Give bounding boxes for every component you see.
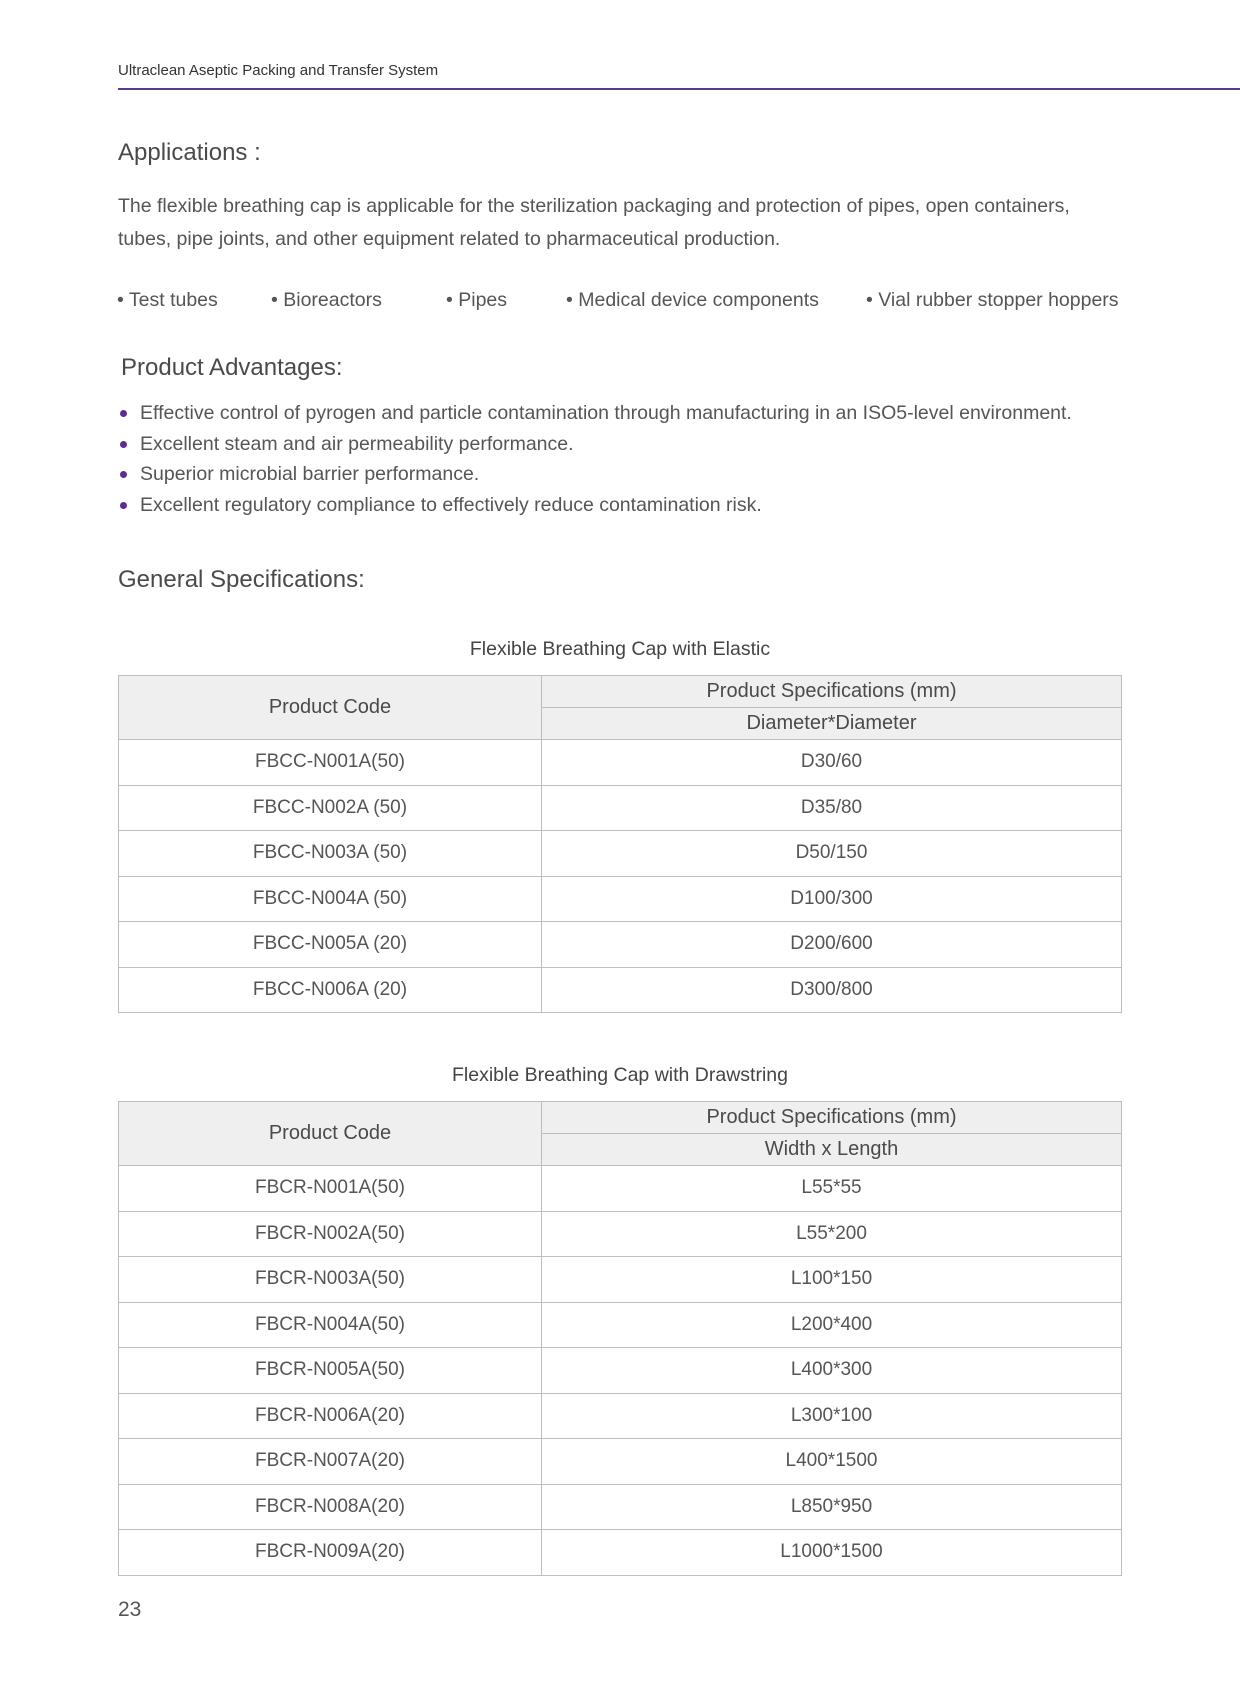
advantage-item: Excellent steam and air permeability performance. <box>118 429 1072 460</box>
applications-list <box>0 289 1240 317</box>
product-code-cell: FBCR-N008A(20) <box>119 1484 542 1530</box>
application-item: • Test tubes <box>117 289 218 311</box>
spec-cell: L400*1500 <box>542 1439 1122 1485</box>
spec-cell: L1000*1500 <box>542 1530 1122 1576</box>
applications-paragraph: The flexible breathing cap is applicable for the sterilization packaging and protection of pipes, open containers, tubes, pipe joints, and other equipment related to pharmaceutical production. <box>118 195 1070 250</box>
product-code-cell: FBCR-N003A(50) <box>119 1257 542 1303</box>
spec-cell: L55*200 <box>542 1211 1122 1257</box>
bullet-icon <box>120 410 127 417</box>
spec-cell: L200*400 <box>542 1302 1122 1348</box>
table-row <box>119 740 1122 786</box>
table-row <box>119 1211 1122 1257</box>
advantages-list <box>118 398 1072 520</box>
product-code-cell: FBCC-N006A (20) <box>119 967 542 1013</box>
column-subheader-dimensions: Width x Length <box>542 1134 1122 1166</box>
running-header-title: Ultraclean Aseptic Packing and Transfer System <box>118 62 439 79</box>
drawstring-table-title: Flexible Breathing Cap with Drawstring <box>452 1064 788 1086</box>
advantages-heading: Product Advantages: <box>121 354 343 381</box>
table-row <box>119 1348 1122 1394</box>
specifications-heading: General Specifications: <box>118 566 365 593</box>
spec-cell: D200/600 <box>542 922 1122 968</box>
elastic-spec-table <box>118 675 1122 1013</box>
application-item: • Medical device components <box>566 289 819 311</box>
column-header-specifications: Product Specifications (mm) <box>542 1102 1122 1134</box>
application-item: • Bioreactors <box>271 289 382 311</box>
spec-cell: D50/150 <box>542 831 1122 877</box>
header-rule <box>118 88 1240 90</box>
table-row <box>119 922 1122 968</box>
column-header-product-code: Product Code <box>119 676 542 740</box>
drawstring-spec-table <box>118 1101 1122 1576</box>
product-code-cell: FBCC-N001A(50) <box>119 740 542 786</box>
product-code-cell: FBCC-N005A (20) <box>119 922 542 968</box>
product-code-cell: FBCR-N005A(50) <box>119 1348 542 1394</box>
application-item: • Pipes <box>446 289 508 311</box>
applications-heading: Applications : <box>118 139 261 166</box>
column-subheader-dimensions: Diameter*Diameter <box>542 708 1122 740</box>
page-number: 23 <box>118 1598 142 1621</box>
spec-cell: D35/80 <box>542 785 1122 831</box>
table-row <box>119 1484 1122 1530</box>
bullet-icon <box>120 441 127 448</box>
table-row <box>119 1302 1122 1348</box>
product-code-cell: FBCC-N003A (50) <box>119 831 542 877</box>
spec-cell: L850*950 <box>542 1484 1122 1530</box>
table-row <box>119 785 1122 831</box>
product-code-cell: FBCC-N004A (50) <box>119 876 542 922</box>
column-header-product-code: Product Code <box>119 1102 542 1166</box>
elastic-table-title: Flexible Breathing Cap with Elastic <box>469 638 771 660</box>
spec-cell: D100/300 <box>542 876 1122 922</box>
table-row <box>119 1530 1122 1576</box>
product-code-cell: FBCR-N001A(50) <box>119 1166 542 1212</box>
table-row <box>119 876 1122 922</box>
table-row <box>119 1393 1122 1439</box>
bullet-icon <box>120 502 127 509</box>
spec-cell: L300*100 <box>542 1393 1122 1439</box>
product-code-cell: FBCR-N009A(20) <box>119 1530 542 1576</box>
product-code-cell: FBCR-N004A(50) <box>119 1302 542 1348</box>
table-row <box>119 1257 1122 1303</box>
advantage-item: Effective control of pyrogen and particle contamination through manufacturing in an ISO5-level environment. <box>118 398 1072 429</box>
spec-cell: D30/60 <box>542 740 1122 786</box>
table-row <box>119 831 1122 877</box>
product-code-cell: FBCR-N007A(20) <box>119 1439 542 1485</box>
bullet-icon <box>120 471 127 478</box>
advantage-item: Superior microbial barrier performance. <box>118 459 1072 490</box>
product-code-cell: FBCR-N002A(50) <box>119 1211 542 1257</box>
spec-cell: L400*300 <box>542 1348 1122 1394</box>
table-row <box>119 1439 1122 1485</box>
application-item: • Vial rubber stopper hoppers <box>866 289 1119 311</box>
spec-cell: L55*55 <box>542 1166 1122 1212</box>
table-row <box>119 967 1122 1013</box>
product-code-cell: FBCR-N006A(20) <box>119 1393 542 1439</box>
spec-cell: L100*150 <box>542 1257 1122 1303</box>
advantage-item: Excellent regulatory compliance to effectively reduce contamination risk. <box>118 490 1072 521</box>
table-row <box>119 1166 1122 1212</box>
product-code-cell: FBCC-N002A (50) <box>119 785 542 831</box>
spec-cell: D300/800 <box>542 967 1122 1013</box>
column-header-specifications: Product Specifications (mm) <box>542 676 1122 708</box>
